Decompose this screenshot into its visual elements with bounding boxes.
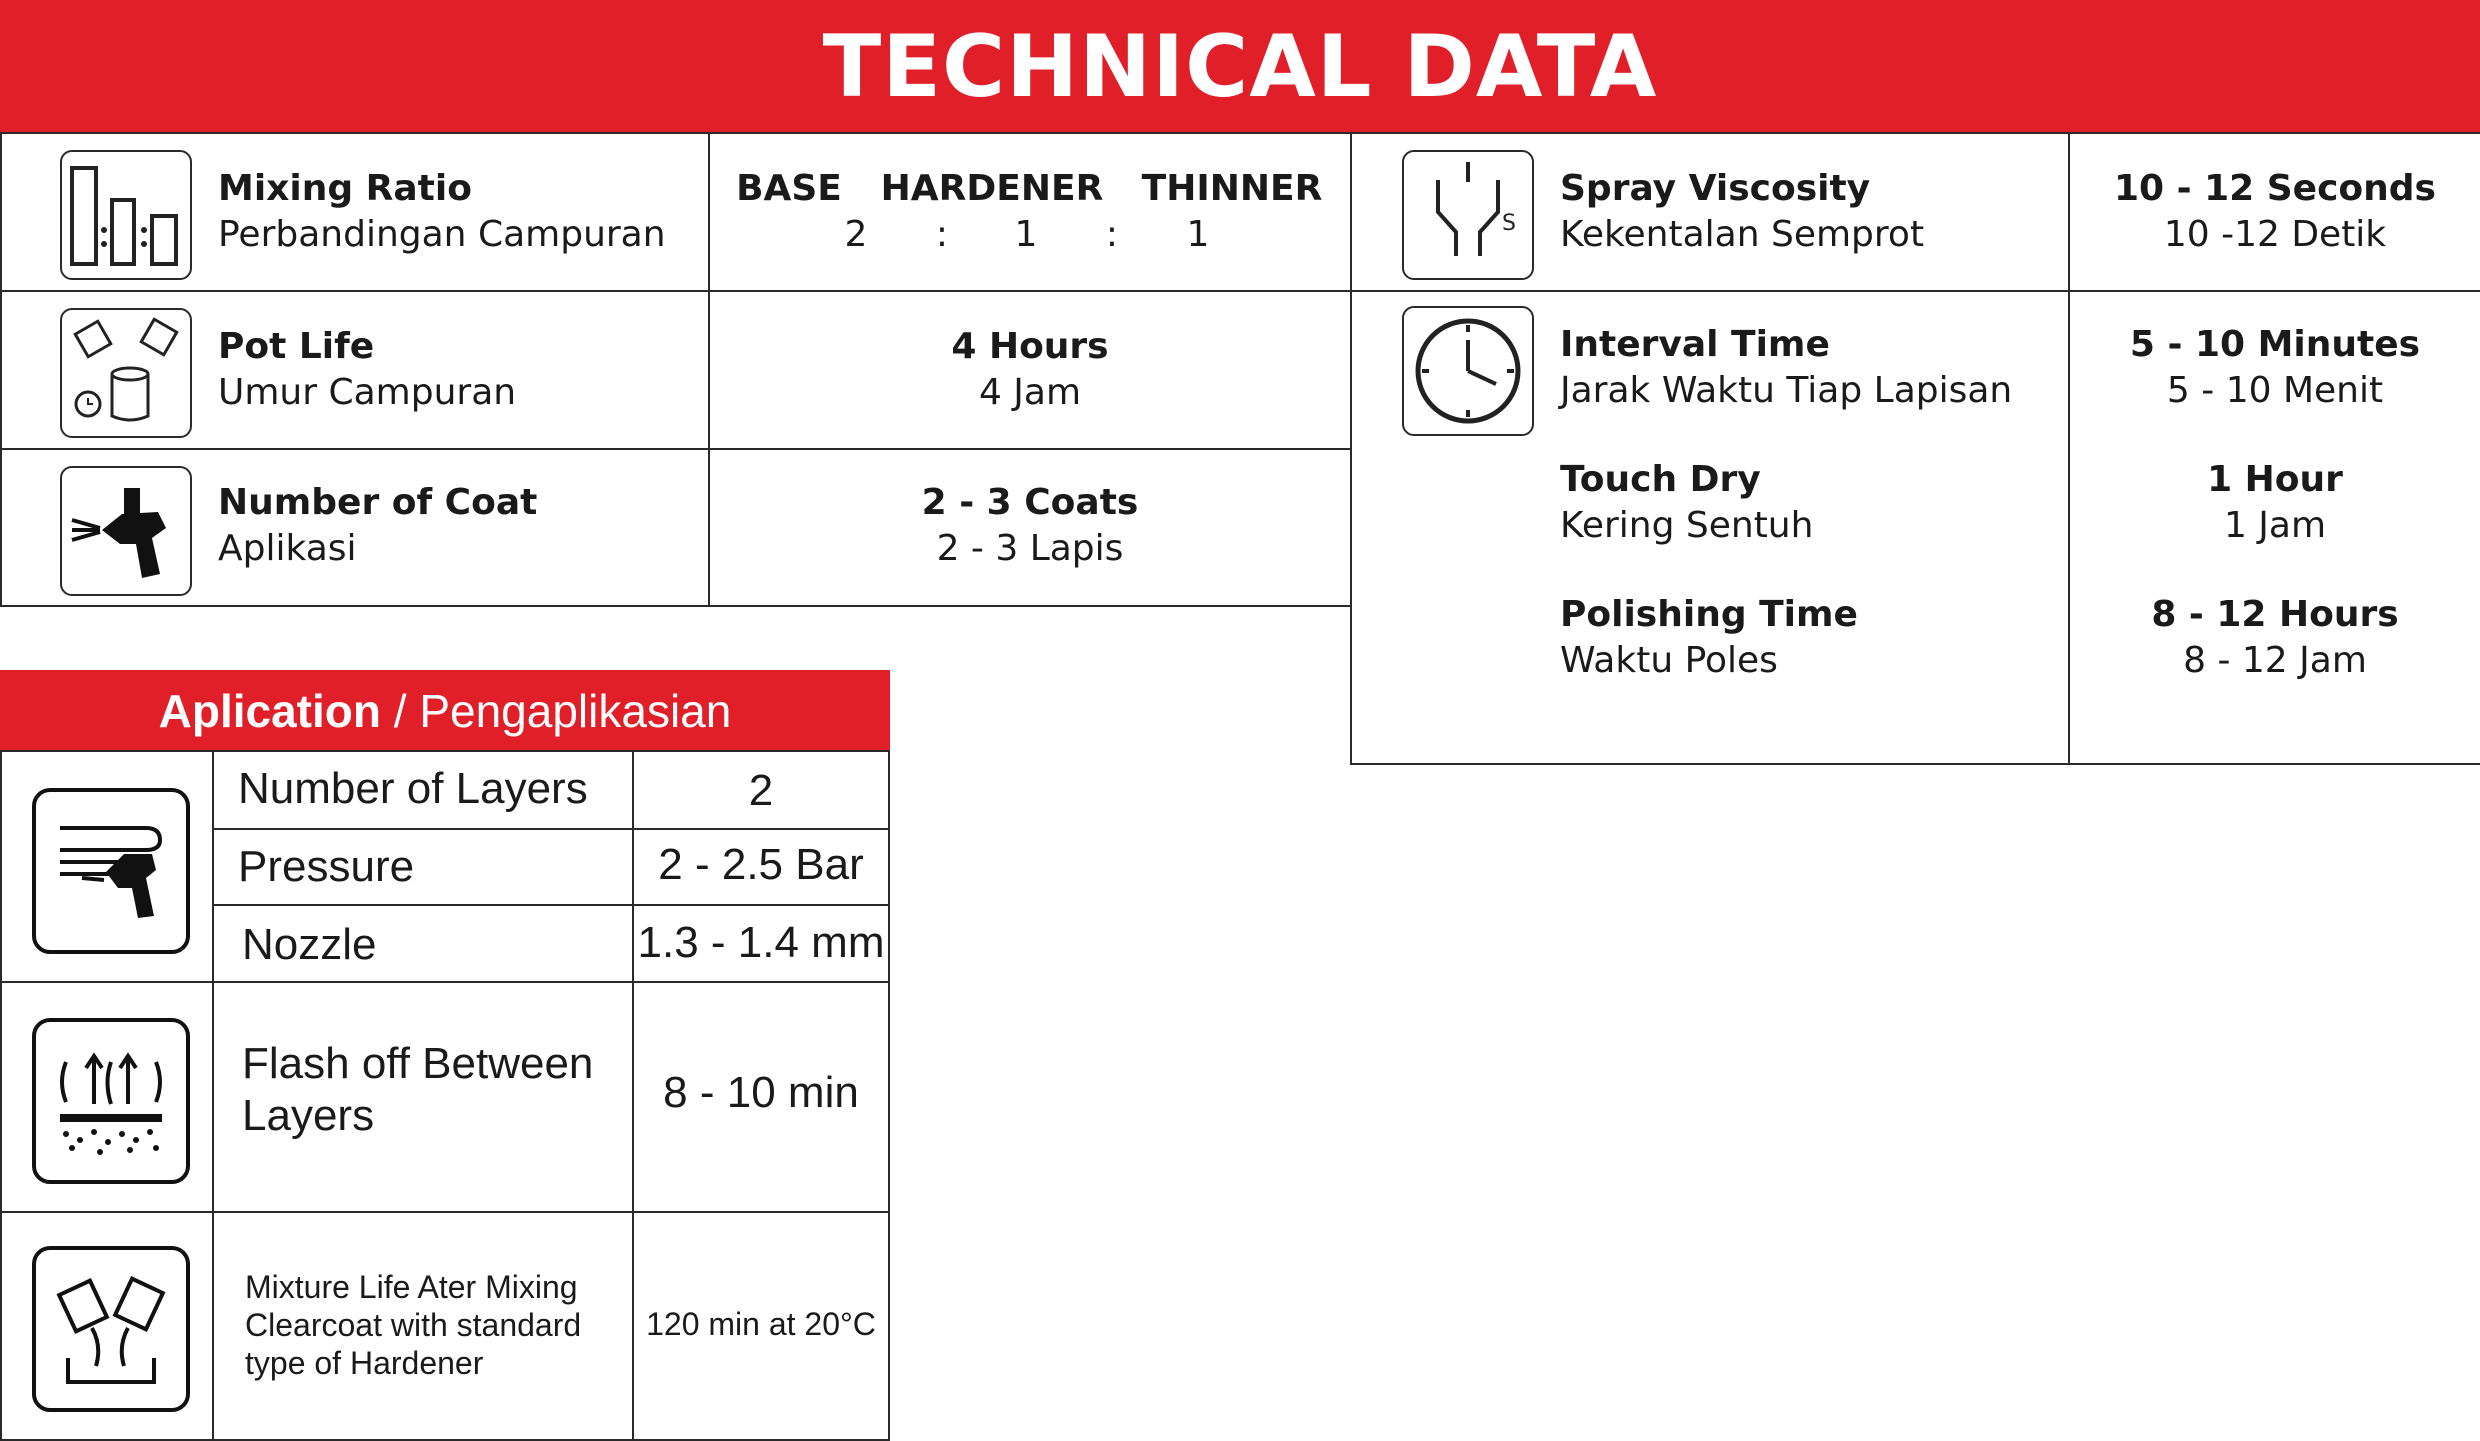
ratio-header-base: BASE bbox=[736, 168, 842, 209]
flash-off-value: 8 - 10 min bbox=[663, 1068, 859, 1117]
nozzle-value: 1.3 - 1.4 mm bbox=[637, 918, 885, 967]
viscosity-cup-icon bbox=[1402, 150, 1534, 280]
mixing-ratio-subtitle: Perbandingan Campuran bbox=[218, 214, 666, 255]
left-spec-table bbox=[0, 132, 1352, 607]
touch-dry-label bbox=[1560, 457, 1813, 549]
touch-dry-title: Touch Dry bbox=[1560, 459, 1761, 500]
viscosity-seconds: 10 - 12 Seconds bbox=[2114, 168, 2436, 209]
clock-icon bbox=[1402, 306, 1534, 436]
touch-dry-value bbox=[2070, 457, 2480, 549]
application-title-separator: / bbox=[380, 684, 420, 737]
coats-value: 2 - 3 Coats bbox=[921, 482, 1139, 523]
lapis-value: 2 - 3 Lapis bbox=[936, 528, 1124, 569]
right-spec-table bbox=[1350, 132, 2480, 765]
pot-life-title: Pot Life bbox=[218, 326, 375, 367]
ratio-value-hardener: 1 bbox=[1014, 214, 1038, 255]
flash-off-line-2: Layers bbox=[242, 1091, 375, 1140]
pot-life-subtitle: Umur Campuran bbox=[218, 372, 517, 413]
flash-off-icon bbox=[32, 1018, 190, 1184]
mixture-life-value: 120 min at 20°C bbox=[646, 1306, 876, 1342]
viscosity-detik: 10 -12 Detik bbox=[2163, 214, 2387, 255]
spray-viscosity-label bbox=[1560, 166, 1924, 258]
layers-value: 2 bbox=[748, 766, 774, 815]
spray-viscosity-subtitle: Kekentalan Semprot bbox=[1560, 214, 1925, 255]
interval-time-value bbox=[2070, 322, 2480, 414]
svg-text:S: S bbox=[1502, 211, 1516, 236]
interval-time-title: Interval Time bbox=[1560, 324, 1830, 365]
mixture-life-line-1: Mixture Life Ater Mixing bbox=[245, 1269, 578, 1305]
mixture-life-line-3: type of Hardener bbox=[245, 1345, 484, 1381]
mixing-ratio-icon bbox=[60, 150, 192, 280]
pot-life-icon bbox=[60, 308, 192, 438]
application-title-bold: Aplication bbox=[158, 684, 381, 737]
number-of-coat-label bbox=[218, 480, 537, 572]
mixture-life-label bbox=[245, 1268, 581, 1382]
pressure-label: Pressure bbox=[238, 842, 415, 891]
interval-minutes: 5 - 10 Minutes bbox=[2129, 324, 2421, 365]
application-header bbox=[0, 670, 890, 751]
touch-dry-subtitle: Kering Sentuh bbox=[1560, 505, 1814, 546]
polishing-time-value bbox=[2070, 592, 2480, 684]
page-title: TECHNICAL DATA bbox=[822, 16, 1658, 117]
mixing-ratio-label bbox=[218, 166, 666, 258]
polishing-hours: 8 - 12 Hours bbox=[2151, 594, 2399, 635]
ratio-header-thinner: THINNER bbox=[1141, 168, 1323, 209]
interval-time-label bbox=[1560, 322, 2012, 414]
pot-life-hours: 4 Hours bbox=[951, 326, 1109, 367]
header-banner bbox=[0, 0, 2480, 133]
spray-viscosity-value bbox=[2070, 166, 2480, 258]
ratio-value-thinner: 1 bbox=[1186, 214, 1210, 255]
ratio-separator-2: : bbox=[1105, 214, 1119, 255]
spray-layers-icon bbox=[32, 788, 190, 954]
spray-gun-icon bbox=[60, 466, 192, 596]
ratio-separator-1: : bbox=[935, 214, 949, 255]
mixing-ratio-title: Mixing Ratio bbox=[218, 168, 472, 209]
interval-time-subtitle: Jarak Waktu Tiap Lapisan bbox=[1560, 370, 2013, 411]
touch-dry-jam: 1 Jam bbox=[2223, 505, 2327, 546]
polishing-jam: 8 - 12 Jam bbox=[2183, 640, 2367, 681]
flash-off-label bbox=[242, 1038, 593, 1142]
pressure-value: 2 - 2.5 Bar bbox=[658, 840, 864, 889]
pot-life-value bbox=[710, 324, 1350, 416]
number-of-coat-title: Number of Coat bbox=[218, 482, 538, 523]
ratio-header-hardener: HARDENER bbox=[880, 168, 1104, 209]
ratio-value-base: 2 bbox=[844, 214, 868, 255]
application-title-rest: Pengaplikasian bbox=[419, 684, 732, 737]
application-table bbox=[0, 750, 890, 1441]
number-of-coat-value bbox=[710, 480, 1350, 572]
mixture-life-icon bbox=[32, 1246, 190, 1412]
mixture-life-line-2: Clearcoat with standard bbox=[245, 1307, 582, 1343]
interval-menit: 5 - 10 Menit bbox=[2166, 370, 2384, 411]
flash-off-line-1: Flash off Between bbox=[242, 1039, 594, 1088]
polishing-time-subtitle: Waktu Poles bbox=[1560, 640, 1778, 681]
number-of-coat-subtitle: Aplikasi bbox=[218, 528, 357, 569]
touch-dry-hour: 1 Hour bbox=[2207, 459, 2343, 500]
pot-life-jam: 4 Jam bbox=[978, 372, 1082, 413]
polishing-time-title: Polishing Time bbox=[1560, 594, 1858, 635]
polishing-time-label bbox=[1560, 592, 1858, 684]
spray-viscosity-title: Spray Viscosity bbox=[1560, 168, 1871, 209]
pot-life-label bbox=[218, 324, 516, 416]
nozzle-label: Nozzle bbox=[242, 920, 377, 969]
layers-label: Number of Layers bbox=[238, 764, 588, 813]
